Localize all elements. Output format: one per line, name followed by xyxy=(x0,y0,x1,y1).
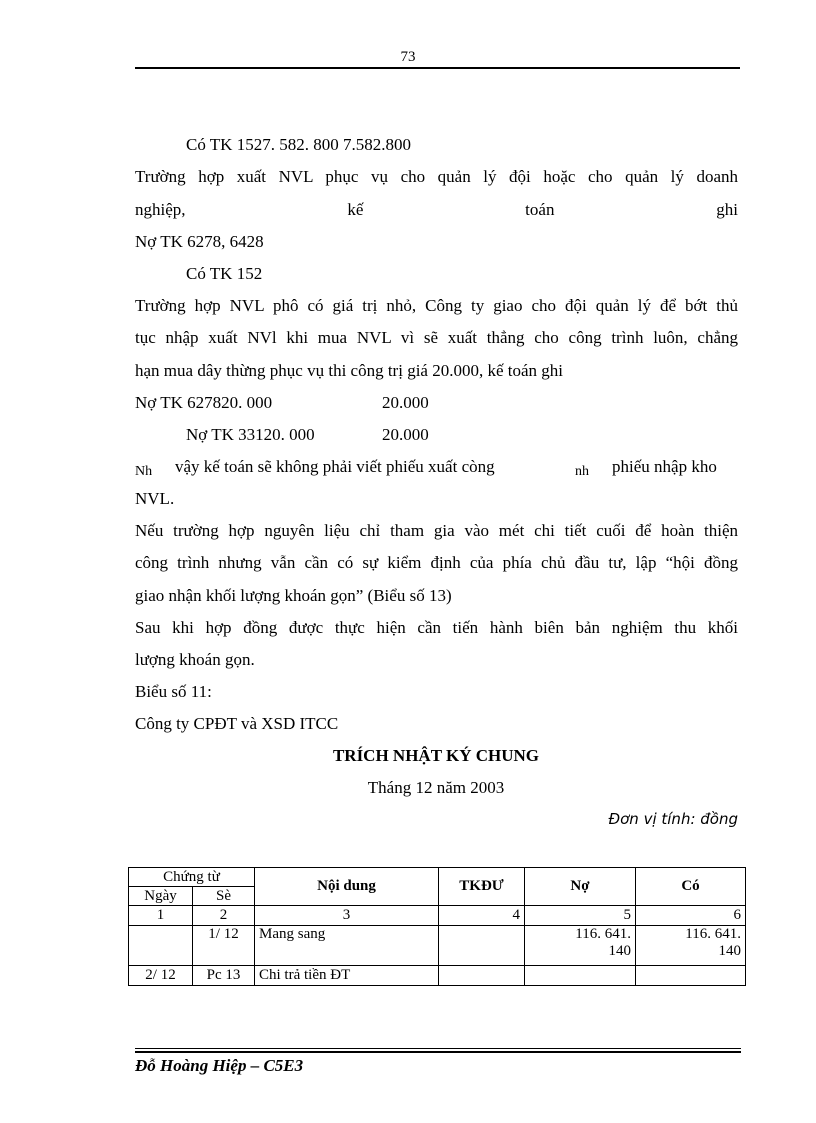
text-line: Nợ TK 33120. 000 xyxy=(186,425,315,444)
text-line: vậy kế toán sẽ không phải viết phiếu xuất còng xyxy=(175,457,495,476)
row-date xyxy=(129,926,193,966)
header-voucher: Chứng từ xyxy=(129,868,255,887)
row-date: 2/ 12 xyxy=(129,966,193,986)
row-account xyxy=(439,926,525,966)
text-line: Trường hợp xuất NVL phục vụ cho quản lý đội hoặc cho quản lý doanh xyxy=(135,167,738,186)
text-line: Biểu số 11: xyxy=(135,682,212,701)
journal-title: TRÍCH NHẬT KÝ CHUNG xyxy=(332,746,540,765)
col-number: 5 xyxy=(525,906,636,926)
text-line: Nợ TK 627820. 000 xyxy=(135,393,273,412)
text-line: lượng khoán gọn. xyxy=(135,650,255,669)
row-credit: 116. 641. 140 xyxy=(636,926,746,966)
text-line: Có TK 152 xyxy=(186,264,263,283)
header-debit: Nợ xyxy=(525,868,636,906)
col-number: 4 xyxy=(439,906,525,926)
company-name: Công ty CPĐT và XSD ITCC xyxy=(135,714,339,733)
unit-label: Đơn vị tính: đồng xyxy=(608,810,738,828)
header-content: Nội dung xyxy=(255,868,439,906)
table-row xyxy=(129,926,746,966)
row-content: Mang sang xyxy=(255,926,439,966)
text-line: nghiệp, kế toán ghi xyxy=(135,200,738,219)
row-debit xyxy=(525,966,636,986)
text-line: giao nhận khối lượng khoán gọn” (Biểu số 13) xyxy=(135,586,452,605)
row-credit xyxy=(636,966,746,986)
journal-period: Tháng 12 năm 2003 xyxy=(367,778,505,797)
text-line: 20.000 xyxy=(382,393,429,412)
col-number: 3 xyxy=(255,906,439,926)
text-line: hạn mua dây thừng phục vụ thi công trị giá 20.000, kế toán ghi xyxy=(135,361,563,380)
table-row xyxy=(129,966,746,986)
col-number: 1 xyxy=(129,906,193,926)
text-line: Sau khi hợp đồng được thực hiện cần tiến hành biên bản nghiệm thu khối xyxy=(135,618,738,637)
footer-rule xyxy=(135,1048,741,1049)
text-line: Nếu trường hợp nguyên liệu chỉ tham gia vào mét chi tiết cuối để hoàn thiện xyxy=(135,521,738,540)
footer-rule xyxy=(135,1051,741,1053)
text-line: công trình nhưng vẫn cần có sự kiểm định của phía chủ đầu tư, lập “hội đồng xyxy=(135,553,738,572)
header-number: Sè xyxy=(193,887,255,906)
text-line: NVL. xyxy=(135,489,175,508)
header-date: Ngày xyxy=(129,887,193,906)
journal-table xyxy=(128,867,746,986)
row-account xyxy=(439,966,525,986)
header-credit: Có xyxy=(636,868,746,906)
header-rule xyxy=(135,67,740,69)
col-number: 2 xyxy=(193,906,255,926)
page-number: 73 xyxy=(400,49,416,65)
text-line: phiếu nhập kho xyxy=(612,457,717,476)
row-content: Chi trả tiền ĐT xyxy=(255,966,439,986)
footer-author: Đỗ Hoàng Hiệp – C5E3 xyxy=(135,1056,304,1075)
col-number: 6 xyxy=(636,906,746,926)
text-line: tục nhập xuất NVl khi mua NVL vì sẽ xuất thẳng cho công trình luôn, chẳng xyxy=(135,328,738,347)
text-line: 20.000 xyxy=(382,425,429,444)
text-line: Có TK 1527. 582. 800 7.582.800 xyxy=(186,135,411,154)
text-line: Nợ TK 6278, 6428 xyxy=(135,232,264,251)
text-fragment: Nh xyxy=(135,464,153,479)
header-account: TKĐƯ xyxy=(439,868,525,906)
row-number: 1/ 12 xyxy=(193,926,255,966)
text-line: Trường hợp NVL phô có giá trị nhỏ, Công ty giao cho đội quản lý để bớt thủ xyxy=(135,296,738,315)
row-debit: 116. 641. 140 xyxy=(525,926,636,966)
text-fragment: nh xyxy=(575,464,589,479)
row-number: Pc 13 xyxy=(193,966,255,986)
